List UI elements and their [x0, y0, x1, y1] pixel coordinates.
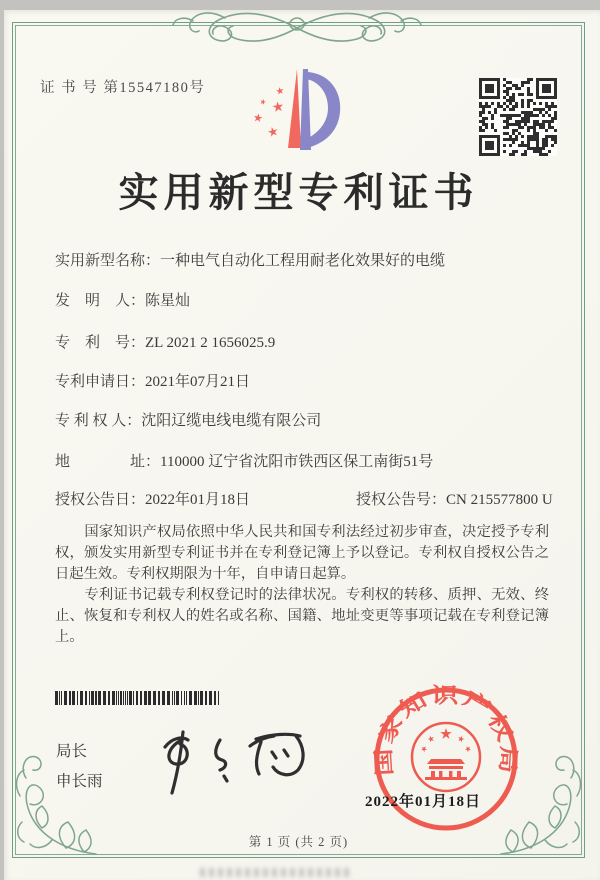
field-label: 发 明 人： [55, 293, 146, 309]
field-row-patentee [55, 411, 321, 431]
field-value: 陈星灿 [145, 293, 191, 309]
field-value: ZL 2021 2 1656025.9 [145, 335, 276, 351]
signer-name: 申长雨 [56, 773, 103, 790]
barcode-bar [95, 691, 97, 705]
barcode-bar [80, 691, 83, 705]
barcode-bar [118, 691, 119, 705]
barcode-bar [91, 691, 94, 705]
certificate-paper [4, 10, 600, 880]
page-number: 第 1 页 (共 2 页) [248, 835, 349, 849]
field-value: 110000 辽宁省沈阳市铁西区保工南街51号 [160, 454, 434, 470]
signature [120, 690, 340, 810]
corner-flourish-icon [495, 736, 591, 858]
field-row-filing-date [55, 372, 250, 392]
cnipa-logo-icon [244, 60, 356, 170]
grant-no-pair [356, 490, 553, 510]
legal-paragraph-1: 国家知识产权局依照中华人民共和国专利法经过初步审查，决定授予专利权，颁发实用新型专利证书并在专利登记簿上予以登记。专利权自授权公告之日起生效。专利权期限为十年，自申请日起算。 [55, 524, 549, 582]
field-row-name [55, 251, 445, 271]
field-value: 一种电气自动化工程用耐老化效果好的电缆 [160, 253, 446, 269]
barcode-bar [116, 691, 117, 705]
field-label: 专利申请日： [55, 374, 146, 390]
barcode-bar [55, 691, 58, 705]
field-label: 实用新型名称： [55, 253, 161, 269]
qr-module [554, 153, 557, 156]
certificate-number: 证 书 号 第15547180号 [40, 80, 206, 96]
showthrough-blur [200, 868, 350, 877]
field-value: CN 215577800 U [446, 492, 553, 508]
barcode-bar [72, 691, 75, 705]
top-ornament-icon [147, 4, 447, 52]
field-label: 授权公告日： [55, 492, 146, 508]
barcode-bar [89, 691, 90, 705]
qr-code [479, 78, 557, 156]
field-label: 专 利 号： [55, 335, 146, 351]
barcode-bar [64, 691, 67, 705]
field-label: 专 利 权 人： [55, 413, 142, 429]
corner-flourish-icon [6, 736, 102, 858]
field-value: 2021年07月21日 [145, 374, 251, 390]
field-label: 授权公告号： [356, 492, 447, 508]
field-row-patent-no [55, 333, 275, 353]
legal-text [55, 522, 549, 648]
barcode-bar [69, 691, 71, 705]
signer-title: 局长 [56, 743, 88, 760]
barcode-bar [103, 691, 106, 705]
legal-paragraph-2: 专利证书记载专利权登记时的法律状况。专利权的转移、质押、无效、终止、恢复和专利权人的姓名或名称、国籍、地址变更等事项记载在专利登记簿上。 [55, 587, 549, 645]
field-row-address [55, 452, 433, 472]
barcode-bar [59, 691, 60, 705]
barcode-bar [85, 691, 87, 705]
document-title: 实用新型专利证书 [118, 170, 479, 215]
barcode-bar [108, 691, 110, 705]
barcode-bar [61, 691, 62, 705]
field-row-grant [55, 490, 555, 510]
barcode-bar [112, 691, 115, 705]
barcode-bar [98, 691, 101, 705]
field-value: 2022年01月18日 [145, 492, 251, 508]
seal-date: 2022年01月18日 [365, 794, 482, 810]
field-row-inventor [55, 291, 190, 311]
field-value: 沈阳辽缆电线电缆有限公司 [141, 413, 322, 429]
seal-ring-text: 国家知识产权局 [371, 683, 521, 777]
field-label: 地 址： [55, 454, 161, 470]
barcode-bar [77, 691, 78, 705]
